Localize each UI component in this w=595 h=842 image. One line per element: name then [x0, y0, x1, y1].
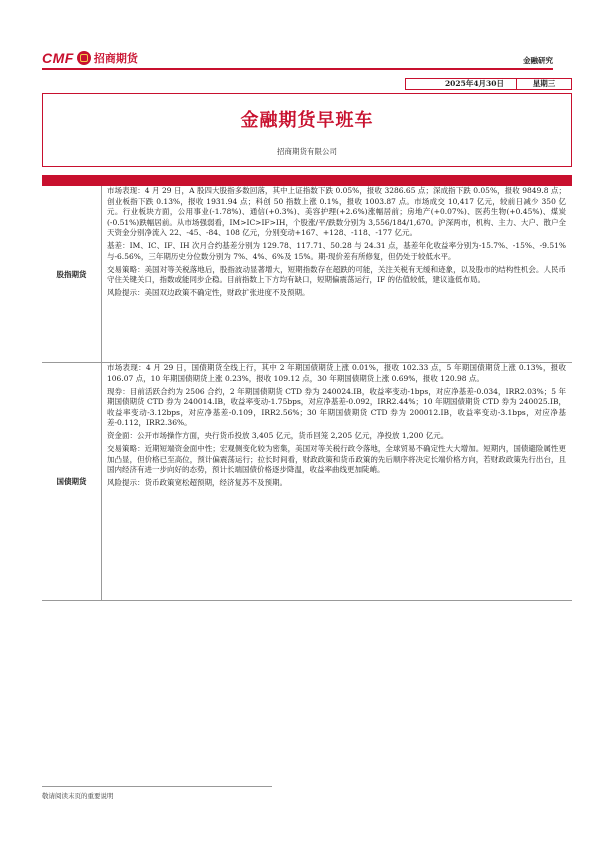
header-divider [42, 68, 553, 70]
header-section-label: 金融研究 [523, 56, 553, 65]
logo-emblem-icon [77, 51, 91, 65]
title-box [42, 93, 572, 167]
section-content [102, 363, 572, 600]
section-label: 国债期货 [42, 363, 102, 600]
paragraph-liquidity: 资金面：公开市场操作方面，央行货币投放 3,405 亿元，货币回笼 2,205 亿元，净投放 1,200 亿元。 [107, 431, 449, 440]
section-stock-index-futures [42, 186, 572, 363]
logo-cmf-text: CMF [42, 50, 74, 66]
section-label: 股指期货 [42, 186, 102, 362]
paragraph-basis: 基差：IM、IC、IF、IH 次月合约基差分别为 129.78、117.71、50.28 与 24.31 点，基差年化收益率分别为-15.7%、-15%、-9.51%与-6.56%，三年期历史分位数分别为 7%、4%、6%及 15%。期-现价差有所修复，但仍处于较低水平。 [107, 241, 566, 261]
footer-disclaimer: 敬请阅读末页的重要说明 [42, 792, 114, 800]
paragraph-spot-bonds: 现券：目前活跃合约为 2506 合约，2 年期国债期货 CTD 券为 240024.IB，收益率变动-1bps，对应净基差-0.034，IRR2.03%；5 年期国债期货 CTD 券为 240014.IB，收益率变动-1.75bps，对应净基差-0.092，IRR2.44%；10 年期国债期货 CTD 券为 240025.IB，收益率变动-3.12bps，对应净基差-0.109，IRR2.56%；30 年期国债期货 CTD 券为 200012.IB，收益率变动-3.1bps，对应净基差-0.112，IRR2.36%。 [107, 386, 566, 427]
paragraph-risk: 风险提示：货币政策宽松超预期，经济复苏不及预期。 [107, 478, 287, 487]
report-company: 招商期货有限公司 [277, 147, 337, 156]
paragraph-strategy: 交易策略：近期短端资金面中性；宏观侧变化较为密集，美国对等关税行政令落地，全球贸易不确定性大大增加。短期内，国债避险属性更加凸显，但价格已至高位，预计偏震荡运行；拉长时间看，财政政策和货币政策的先后顺序将决定长端价格方向，若财政政策先行出台，且国内经济有进一步向好的态势，预计长端国债价格逐步降温，收益率曲线更加陡峭。 [107, 444, 566, 474]
paragraph-market-performance: 市场表现：4 月 29 日，国债期货全线上行，其中 2 年期国债期货上涨 0.01%，报收 102.33 点，5 年期国债期货上涨 0.13%，报收 106.07 点，10 年期国债期货上涨 0.23%，报收 109.12 点，30 年期国债期货上涨 0.69%，报收 120.98 点。 [107, 363, 566, 383]
paragraph-market-performance: 市场表现：4 月 29 日，A 股四大股指多数回落，其中上证指数下跌 0.05%，报收 3286.65 点；深成指下跌 0.05%，报收 9849.8 点；创业板指下跌 0.13%，报收 1931.94 点；科创 50 指数上涨 0.1%，报收 1003.87 点。市场成交 10,417 亿元，较前日减少 350 亿元。行业板块方面，公用事业(-1.78%)、通信(+0.3%)、美容护理(+2.6%)涨幅居前；房地产(+0.07%)、医药生物(+0.45%)、煤炭(-0.51%)跌幅居前。从市场强弱看，IM>IC>IF>IH，个股涨/平/跌数分别为 3,556/184/1,670。沪深两市，机构、主力、大户、散户全天资金分别净流入 22、-45、-84、108 亿元，分别变动+167、+128、-118、-177 亿元。 [107, 186, 566, 237]
footer-divider [42, 786, 272, 787]
section-content [102, 186, 572, 362]
paragraph-risk: 风险提示：美国双边政策不确定性，财政扩张进度不及预期。 [107, 288, 310, 297]
report-weekday: 星期三 [516, 79, 571, 89]
section-treasury-futures [42, 363, 572, 601]
date-bar [405, 78, 572, 90]
paragraph-strategy: 交易策略：美国对等关税落地后，股指波动显著增大，短期指数存在超跌的可能，关注关税有无缓和迹象，以及股市的结构性机会。人民币守住关键关口，指数或能同步企稳。目前指数上下方均有缺口，短期偏震荡运行，IF 的估值较低，建议逢低布局。 [107, 264, 566, 284]
logo-chinese-text: 招商期货 [93, 52, 138, 65]
table-header-bar [42, 175, 572, 186]
report-date: 2025年4月30日 [444, 79, 504, 88]
company-logo [42, 50, 138, 66]
report-title: 金融期货早班车 [240, 110, 374, 131]
